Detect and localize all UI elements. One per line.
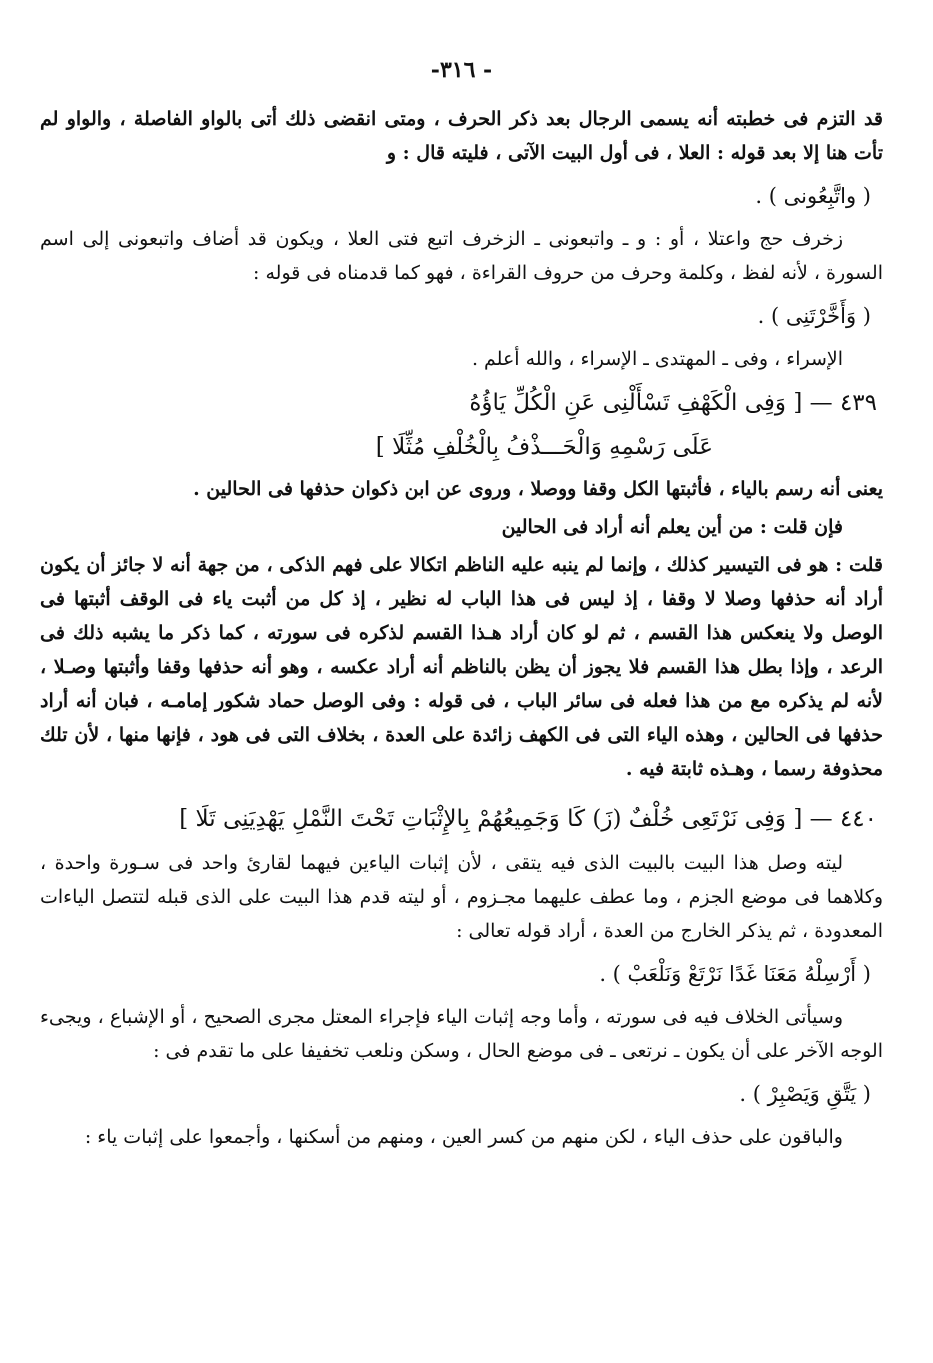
quran-quote-arsilhu: ( أَرْسِلْهُ مَعَنَا غَدًا نَرْتَعْ وَنَلْعَبْ ) . bbox=[599, 962, 871, 986]
quran-quote-yattaqi: ( يَتَّقِ وَيَصْبِرْ ) . bbox=[739, 1082, 871, 1106]
page-number: - ٣١٦- bbox=[430, 57, 493, 83]
paragraph-zukhruf: زخرف حج واعتلا ، أو : و ـ واتبعونى ـ الزخرف اتبع فتى العلا ، ويكون قد أضاف واتبعونى إلى اسم السورة ، لأنه لفظ ، وكلمة وحرف من حروف القراءة ، فهو كما قدمناه فى قوله : bbox=[40, 228, 883, 284]
paragraph-khilaf: وسيأتى الخلاف فيه فى سورته ، وأما وجه إثبات الياء فإجراء المعتل مجرى الصحيح ، أو الإشباع ، ويجىء الوجه الآخر على أن يكون ـ نرتعى ـ فى موضع الحال ، وسكن ونلعب تخفيفا على ما تقدم فى : bbox=[40, 1006, 883, 1062]
paragraph-intro: قد التزم فى خطبته أنه يسمى الرجال بعد ذكر الحرف ، ومتى انقضى ذلك أتى بالواو الفاصلة ، والواو لم تأت هنا إلا بعد قوله : العلا ، فى أول البيت الآتى ، فليته قال : و bbox=[40, 108, 883, 164]
quran-quote-akhartani: ( وَأَخَّرْتَنِى ) . bbox=[757, 304, 871, 328]
paragraph-explanation-440: ليته وصل هذا البيت بالبيت الذى فيه يتقى ، لأن إثبات الياءين فيهما لقارئ واحد فى سـورة واحدة ، وكلاهما فى موضع الجزم ، وما عطف عليهما مجـزوم ، أو ليته قدم هذا البيت على الذى قبله لتتصل الياءات المعدودة ، ثم يذكر الخارج من العدة ، أراد قوله تعالى : bbox=[40, 852, 883, 942]
verse-439-second-half: عَلَى رَسْمِهِ وَالْحَـــذْفُ بِالْخُلْفِ مُثِّلَا ] bbox=[375, 434, 713, 460]
paragraph-answer: قلت : هو فى التيسير كذلك ، وإنما لم ينبه عليه الناظم اتكالا على فهم الذكى ، من جهة أنه لا جائز أن يكون أراد أنه حذفها وصلا لا وقفا ، إذ ليس فى هذا الباب له نظير ، إذ كل من أثبت ياء فى الوقف أثبتها فى الوصل ولا ينعكس هذا القسم ، ثم لو كان أراد هـذا القسم لذكره فى سورته ، كما ذكر ما يشبه ذلك فى الرعد ، وإذا بطل هذا القسم فلا يجوز أن يظن بالناظم أنه أراد عكسه ، وهو أنه حذفها وقفا وأثبتها وصـلا ، لأنه لم يذكره مع من هذا فعله فى سائر الباب ، فى قوله : وفى الوصل حماد شكور إمامـه ، فبان أنه أراد حذفها فى الحالين ، وهذه الياء التى فى الكهف زائدة على العدة ، بخلاف التى فى هود ، فإنها منها ، لأن تلك محذوفة رسما ، وهـذه ثابتة فيه . bbox=[40, 554, 883, 780]
quran-quote-wattabiuni: ( واتَّبِعُونى ) . bbox=[755, 184, 871, 208]
verse-440: ٤٤٠ — [ وَفِى نَرْتَعِى خُلْفٌ (زَ) كَا وَجَمِيعُهُمْ بِالإِثْبَاتِ تَحْتَ النَّمْلِ يَهْدِيَنِى تَلَا ] bbox=[179, 806, 877, 832]
paragraph-question: فإن قلت : من أين يعلم أنه أراد فى الحالين bbox=[501, 516, 843, 538]
paragraph-baqun: والباقون على حذف الياء ، لكن منهم من كسر العين ، ومنهم من أسكنها ، وأجمعوا على إثبات ياء : bbox=[84, 1126, 843, 1148]
verse-439-first-half: ٤٣٩ — [ وَفِى الْكَهْفِ تَسْأَلْنِى عَنِ الْكُلِّ يَاؤُهُ bbox=[469, 390, 877, 416]
paragraph-isra: الإسراء ، وفى ـ المهتدى ـ الإسراء ، والله أعلم . bbox=[471, 348, 843, 370]
paragraph-explanation-439: يعنى أنه رسم بالياء ، فأثبتها الكل وقفا ووصلا ، وروى عن ابن ذكوان حذفها فى الحالين . bbox=[193, 478, 883, 500]
